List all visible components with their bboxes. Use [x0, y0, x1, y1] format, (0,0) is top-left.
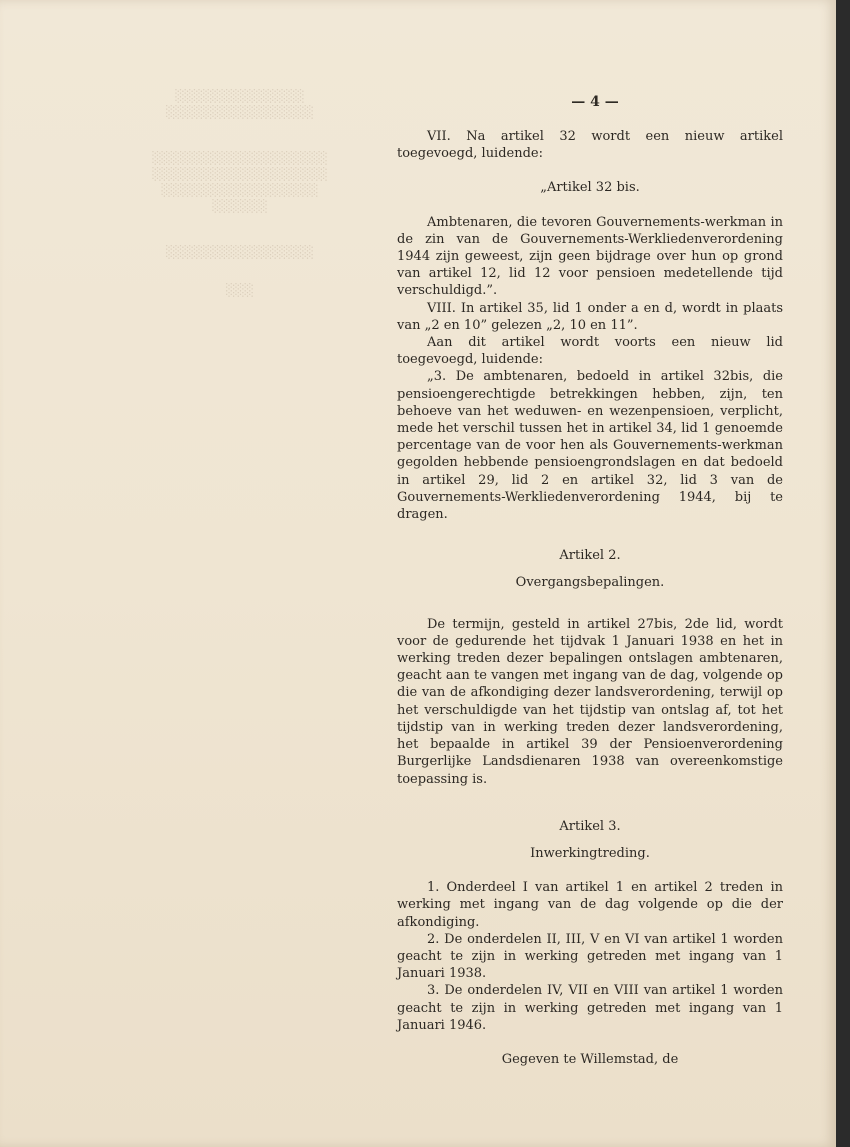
paragraph-entry-3: 3. De onderdelen IV, VII en VIII van artikel 1 worden geacht te zijn in werking getreden met ingang van 1 Januari 1946.	[397, 983, 783, 1033]
page-number: — 4 —	[571, 94, 619, 110]
paragraph-member-3: „3. De ambtenaren, bedoeld in artikel 32bis, die pensioengerechtigde betrekkingen hebben, zijn, ten behoeve van het weduwen- en wezenpensioen, verplicht, mede het verschil tussen het in artikel 34, lid 1 genoemde percentage van de voor hen als Gouvernements-werkman gegolden hebbende pensioengrondslagen en dat bedoeld in artikel 29, lid 2 en artikel 32, lid 3 van de Gouvernements-Werkliedenverordening 1944, bij te dragen.	[397, 369, 783, 523]
paragraph-transitional: De termijn, gesteld in artikel 27bis, 2de lid, wordt voor de gedurende het tijdvak 1 Januari 1938 en het in werking treden dezer bepalingen ontslagen ambtenaren, geacht aan te vangen met ingang van de dag, volgende op die van de afkondiging dezer landsverordening, terwijl op het verschuldigde van het tijdstip van ontslag af, tot het tijdstip van in werking treden dezer landsverordening, het bepaalde in artikel 39 der Pensioenverordening Burgerlijke Landsdienaren 1938 van overeenkomstige toepassing is.	[397, 616, 783, 787]
bleed-through-text: ░░░░░░░░░░░░░░ ░░░░░░░░░░░░░░░░ ░░░░░░░░░░░░░░░░░░░ ░░░░░░░░░░░░░░░░░░░ ░░░░░░░░░░░░░░░░░ ░░░░░░ ░░░░░░░░░░░░░░░░ ░░░	[152, 89, 328, 297]
signature-line: Gegeven te Willemstad, de	[501, 1051, 679, 1067]
main-text-column	[397, 128, 783, 1068]
paragraph-article-32bis: Ambtenaren, die tevoren Gouvernements-werkman in de zin van de Gouvernements-Werkliedenverordening 1944 zijn geweest, zijn geen bijdrage over hun op grond van artikel 12, lid 12 voor pensioen medetellende tijd verschuldigd.”.	[397, 214, 783, 299]
paragraph-entry-2: 2. De onderdelen II, III, V en VI van artikel 1 worden geacht te zijn in werking getreden met ingang van 1 Januari 1938.	[397, 931, 783, 982]
paragraph-amendment-vii: VII. Na artikel 32 wordt een nieuw artikel toegevoegd, luidende:	[397, 129, 783, 162]
article-3-heading: Artikel 3.	[559, 818, 621, 834]
entry-into-force-heading: Inwerkingtreding.	[530, 845, 650, 861]
paragraph-amendment-viii: VIII. In artikel 35, lid 1 onder a en d, wordt in plaats van „2 en 10” gelezen „2, 10 en 11”.	[397, 300, 783, 333]
article-2-heading: Artikel 2.	[559, 548, 621, 564]
paragraph-entry-1: 1. Onderdeel I van artikel 1 en artikel 2 treden in werking met ingang van de dag volgende op die der afkondiging.	[397, 880, 783, 930]
article-32bis-heading: „Artikel 32 bis.	[540, 180, 640, 196]
paragraph-new-member: Aan dit artikel wordt voorts een nieuw lid toegevoegd, luidende:	[397, 335, 783, 368]
transitional-provisions-heading: Overgangsbepalingen.	[515, 575, 665, 591]
